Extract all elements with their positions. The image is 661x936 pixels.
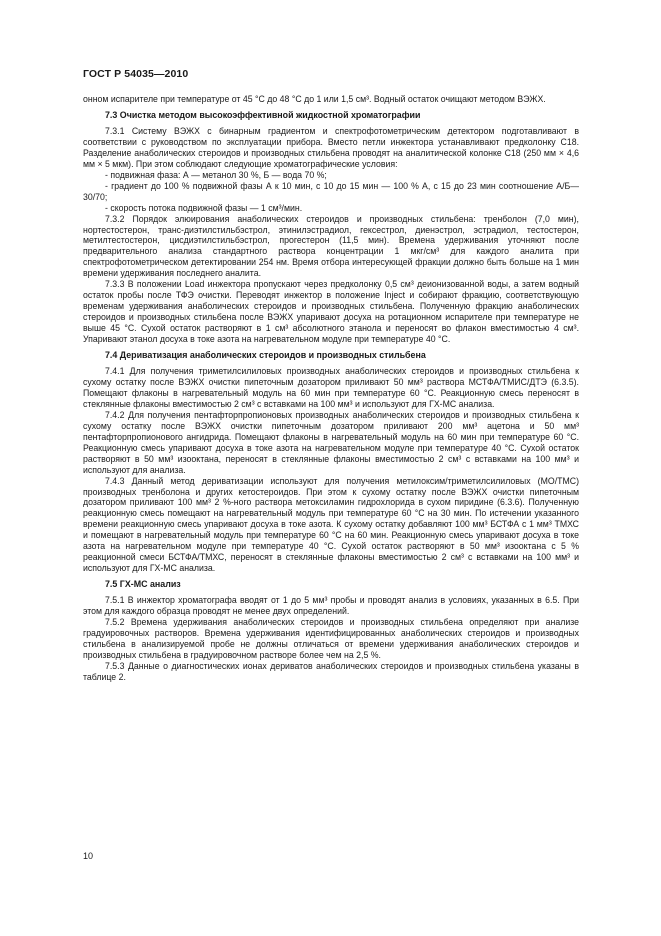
section-heading-7-5: 7.5 ГХ-МС анализ xyxy=(105,579,181,590)
paragraph-7-4-2: 7.4.2 Для получения пентафторпропионовых производных анаболических стероидов и производных стильбена к сухому остатку после ВЭЖХ очистки пипеточным дозатором приливают 200 мм³ ацетона и 50 мм³ пентафторпропионового ангидрида. Помещают флаконы в нагревательный модуль на 60 мин при температуре 60 °С. Реакционную смесь упаривают досуха в токе азота на нагревательном модуле при температуре 40 °С. Сухой остаток растворяют в 50 мм³ изооктана, переносят в стеклянные флаконы вместимостью 2 см³ с вставками на 100 мм³ и используют для анализа. xyxy=(83,409,579,475)
paragraph-7-3-2: 7.3.2 Порядок элюирования анаболических стероидов и производных стильбена: тренболон (7,0 мин), нортестостерон, транс-диэтилстильбэстрол, этинилэстрадиол, гексестрол, диенэстрол, эстрадиол, тестостерон, метилтестостерон, цисдиэтилстильбэстрол, прогестерон (11,5 мин). Времена удерживания уточняют после предварительного анализа стандартного раствора концентрации 1 мкг/см³ для каждого аналита при спектрофотометрическом детектировании 254 нм. Время отбора интересующей фракции должно быть больше на 1 мин времени удерживания последнего аналита. xyxy=(83,213,579,279)
paragraph-7-4-1: 7.4.1 Для получения триметилсилиловых производных анаболических стероидов и производных стильбена к сухому остатку после ВЭЖХ очистки пипеточным дозатором приливают 50 мм³ раствора МСТФА/ТМИС/ДТЭ (6.3.5). Помещают флаконы в нагревательный модуль на 60 мин при температуре 60 °С. Реакционную смесь переносят в стеклянные флаконы вместимостью 2 см³ с вставками на 100 мм³ и используют для ГХ-МС анализа. xyxy=(83,366,579,409)
paragraph-7-3-3: 7.3.3 В положении Load инжектора пропускают через предколонку 0,5 см³ деионизованной воды, а затем водный остаток пробы после ТФЭ очистки. Переводят инжектор в положение Inject и собирают фракцию, соответствующую временам удерживания анаболических стероидов и производных стильбена. Полученную фракцию анаболических стероидов и производных стильбена после ВЭЖХ упаривают досуха на ротационном испарителе при температуре не выше 45 °С. Сухой остаток растворяют в 1 см³ абсолютного этанола и переносят во флакон вместимостью 4 см³. Упаривают этанол досуха в токе азота на нагревательном модуле при температуре 40 °С. xyxy=(83,279,579,345)
section-heading-7-3: 7.3 Очистка методом высокоэффективной жидкостной хроматографии xyxy=(105,109,421,120)
paragraph-7-5-2: 7.5.2 Времена удерживания анаболических стероидов и производных стильбена определяют при анализе градуировочных растворов. Времена удерживания идентифицированных анаболических стероидов и производных стильбена в анализируемой пробе не должны отличаться от времени удерживания анаболических стероидов и производных стильбена в градуировочном растворе более чем на 2,5 %. xyxy=(83,617,579,660)
list-item-flow-rate: - скорость потока подвижной фазы — 1 см³/мин. xyxy=(105,202,303,213)
page-number: 10 xyxy=(83,851,94,861)
paragraph-7-3-1: 7.3.1 Систему ВЭЖХ с бинарным градиентом и спектрофотометрическим детектором подготавливают в соответствии с руководством по эксплуатации прибора. Вместо петли инжектора устанавливают предколонку С18. Разделение анаболических стероидов и производных стильбена проводят на аналитической колонке С18 (250 мм × 4,6 мм × 5 мкм). При этом соблюдают следующие хроматографические условия: xyxy=(83,125,579,169)
paragraph-7-5-1: 7.5.1 В инжектор хроматографа вводят от 1 до 5 мм³ пробы и проводят анализ в условиях, указанных в 6.5. При этом для каждого образца проводят не менее двух определений. xyxy=(83,595,579,617)
paragraph-7-5-3: 7.5.3 Данные о диагностических ионах дериватов анаболических стероидов и производных стильбена указаны в таблице 2. xyxy=(83,660,579,682)
paragraph-7-4-3: 7.4.3 Данный метод дериватизации используют для получения метилоксим/триметилсилиловых (МО/ТМС) производных тренболона и других кетостероидов. При этом к сухому остатку после ВЭЖХ очистки пипеточным дозатором приливают 100 мм³ 2 %-ного раствора метоксиламин гидрохлорида в сухом пиридине (6.3.6). Полученную реакционную смесь помещают на нагревательный модуль при температуре 60 °С на 30 мин. По истечении указанного времени реакционную смесь упаривают досуха в токе азота. К сухому остатку добавляют 100 мм³ БСТФА с 1 мм³ ТМХС и помещают в нагревательный модуль при температуре 60 °С на 60 мин. Реакционную смесь упаривают досуха в токе азота на нагревательном модуле при температуре 40 °С. Сухой остаток растворяют в 50 мм³ изооктана с 5 % реакционной смеси БСТФА/ТМХС, переносят в стеклянные флаконы вместимостью 2 см³ с вставками на 100 мм³ и используют для ГХ-МС анализа. xyxy=(83,475,579,574)
document-body xyxy=(83,94,579,683)
paragraph-intro: онном испарителе при температуре от 45 °С до 48 °С до 1 или 1,5 см³. Водный остаток очищают методом ВЭЖХ. xyxy=(83,94,546,104)
list-item-mobile-phase: - подвижная фаза: А — метанол 30 %, Б — вода 70 %; xyxy=(105,169,327,180)
section-heading-7-4: 7.4 Дериватизация анаболических стероидов и производных стильбена xyxy=(105,350,426,361)
list-item-gradient: - градиент до 100 % подвижной фазы А к 10 мин, с 10 до 15 мин — 100 % А, с 15 до 23 мин соотношение А/Б—30/70; xyxy=(83,180,579,202)
document-header: ГОСТ Р 54035—2010 xyxy=(83,68,189,80)
